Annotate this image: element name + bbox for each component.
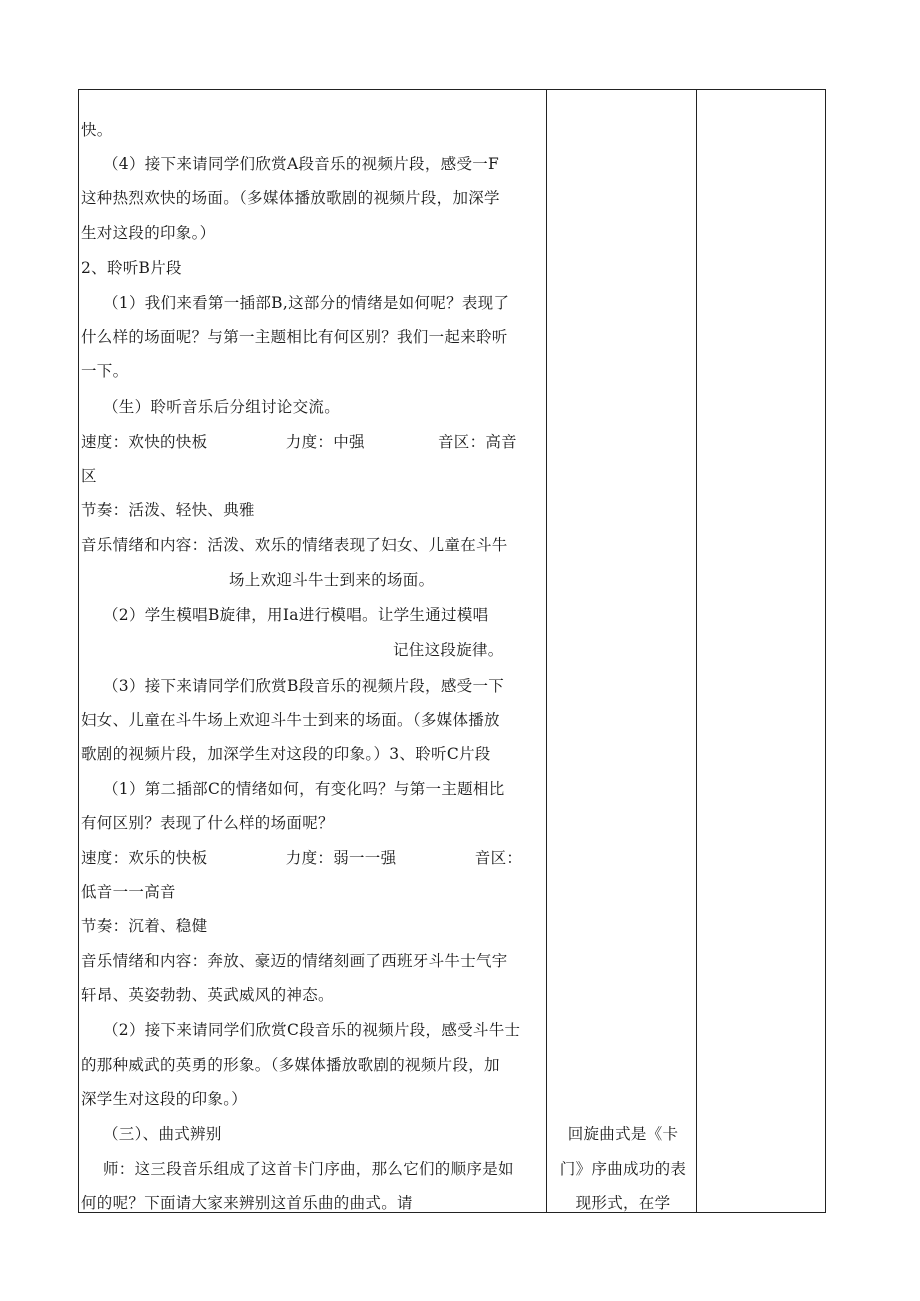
notes-column: [548, 90, 698, 1212]
text-line: 轩昂、英姿勃勃、英武威风的神态。: [81, 986, 334, 1004]
text-line: 什么样的场面呢？与第一主题相比有何区别？我们一起来聆听: [81, 328, 508, 346]
text-line: （生）聆听音乐后分组讨论交流。: [103, 398, 341, 416]
text-line: 一下。: [81, 362, 129, 380]
text-line: 速度：欢快的快板 力度：中强 音区：高音: [81, 433, 517, 451]
text-line: 记住这段旋律。: [393, 641, 504, 659]
note-line: 门》序曲成功的表: [559, 1160, 687, 1178]
text-line: 节奏：沉着、稳健: [81, 917, 208, 935]
text-line: 有何区别？表现了什么样的场面呢？: [81, 814, 334, 832]
text-line: 深学生对这段的印象。）: [81, 1090, 248, 1108]
text-line: 这种热烈欢快的场面。（多媒体播放歌剧的视频片段，加深学: [81, 189, 500, 207]
text-line: （1）第二插部C的情绪如何，有变化吗？与第一主题相比: [103, 780, 505, 798]
text-line: 节奏：活泼、轻快、典雅: [81, 501, 255, 519]
text-line: 歌剧的视频片段，加深学生对这段的印象。）3、聆听C片段: [81, 745, 491, 763]
text-line: 师：这三段音乐组成了这首卡门序曲，那么它们的顺序是如: [103, 1160, 514, 1178]
text-line: （2）接下来请同学们欣赏C段音乐的视频片段，感受斗牛士: [103, 1021, 521, 1039]
text-line: 速度：欢乐的快板 力度：弱一一强 音区：: [81, 849, 523, 867]
text-line: 的那种威武的英勇的形象。（多媒体播放歌剧的视频片段，加: [81, 1056, 500, 1074]
text-line: 何的呢？下面请大家来辨别这首乐曲的曲式。请: [81, 1194, 413, 1212]
text-line: 妇女、儿童在斗牛场上欢迎斗牛士到来的场面。（多媒体播放: [81, 711, 500, 729]
text-line: 2、聆听B片段: [81, 259, 182, 277]
text-line: 音乐情绪和内容：奔放、豪迈的情绪刻画了西班牙斗牛士气宇: [81, 952, 508, 970]
text-line: （4）接下来请同学们欣赏A段音乐的视频片段，感受一F: [103, 155, 500, 173]
text-line: 生对这段的印象。）: [81, 224, 216, 242]
text-line: 低音一一高音: [81, 883, 176, 901]
text-line: （3）接下来请同学们欣赏B段音乐的视频片段，感受一下: [103, 677, 505, 695]
note-line: 现形式，在学: [575, 1194, 671, 1212]
text-line: （三）、曲式辨别: [103, 1125, 222, 1143]
main-content-column: [79, 90, 547, 1212]
text-line: （2）学生模唱B旋律，用Ia进行模唱。让学生通过模唱: [103, 606, 489, 624]
text-line: 快。: [81, 121, 113, 139]
text-line: （1）我们来看第一插部B,这部分的情绪是如何呢？表现了: [103, 294, 510, 312]
text-line: 场上欢迎斗牛士到来的场面。: [229, 571, 435, 589]
note-line: 回旋曲式是《卡: [567, 1125, 679, 1143]
text-line: 区: [81, 467, 97, 485]
lesson-plan-table: [78, 89, 826, 1213]
text-line: 音乐情绪和内容：活泼、欢乐的情绪表现了妇女、儿童在斗牛: [81, 536, 508, 554]
